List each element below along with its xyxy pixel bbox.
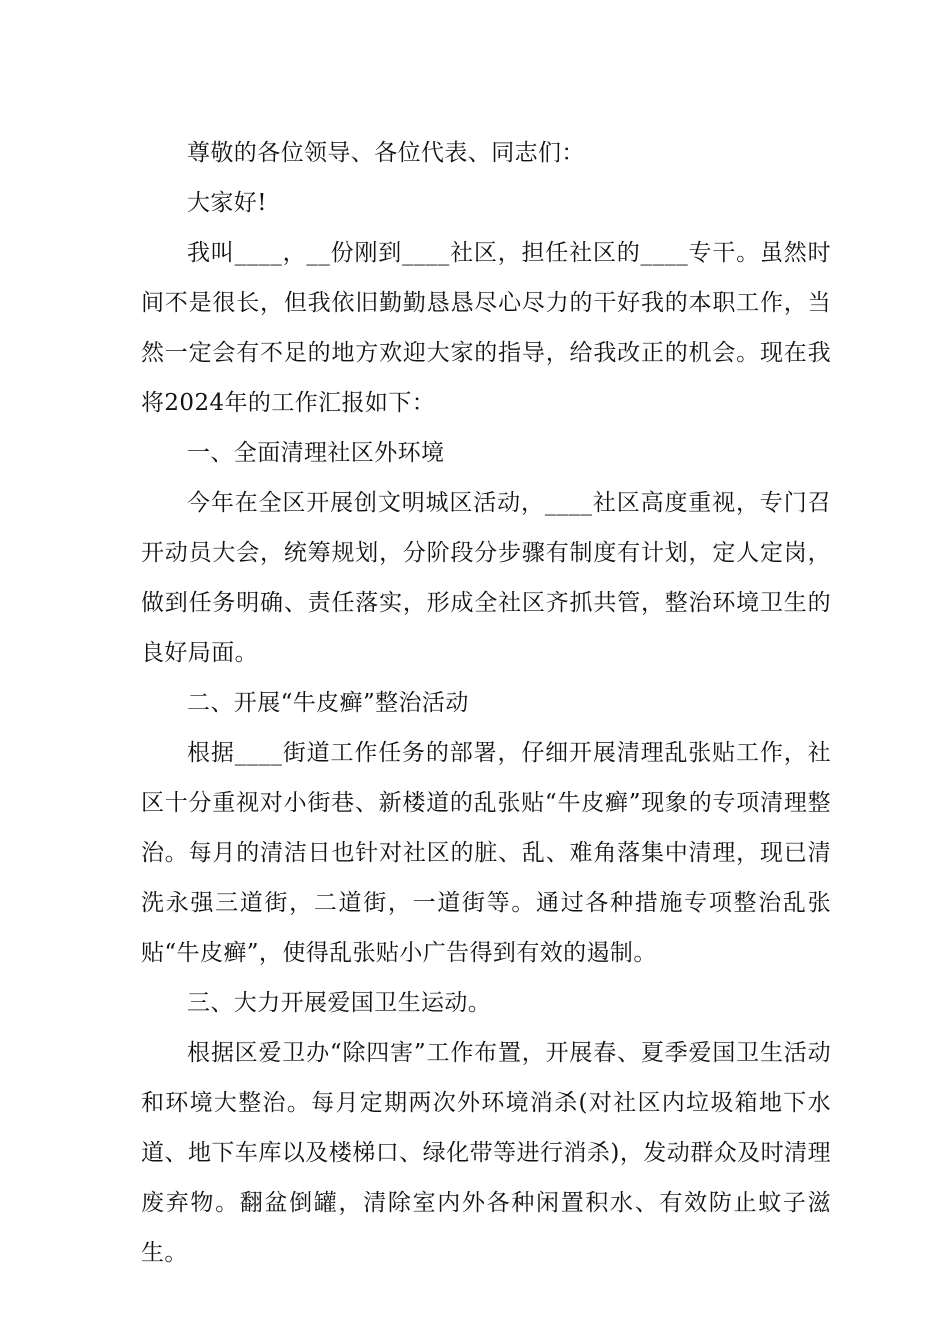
- intro-paragraph: 我叫____，__份刚到____社区，担任社区的____专干。虽然时间不是很长，但我依旧勤勤恳恳尽心尽力的干好我的本职工作，当然一定会有不足的地方欢迎大家的指导，给我改正的机会。现在我将2024年的工作汇报如下：: [141, 240, 831, 416]
- section-heading-2: 二、开展“牛皮癣”整治活动: [187, 690, 469, 716]
- salutation: 尊敬的各位领导、各位代表、同志们：: [187, 140, 585, 166]
- section-body-2: 根据____街道工作任务的部署，仔细开展清理乱张贴工作，社区十分重视对小街巷、新楼道的乱张贴“牛皮癣”现象的专项清理整治。每月的清洁日也针对社区的脏、乱、难角落集中清理，现已清洗永强三道街，二道街，一道街等。通过各种措施专项整治乱张贴“牛皮癣”，使得乱张贴小广告得到有效的遏制。: [141, 740, 831, 966]
- section-heading-1: 一、全面清理社区外环境: [187, 440, 445, 466]
- document-body: [141, 128, 831, 1278]
- greeting: 大家好!: [187, 190, 267, 216]
- section-heading-3: 三、大力开展爱国卫生运动。: [187, 990, 492, 1016]
- section-body-3: 根据区爱卫办“除四害”工作布置，开展春、夏季爱国卫生活动和环境大整治。每月定期两次外环境消杀(对社区内垃圾箱地下水道、地下车库以及楼梯口、绿化带等进行消杀)，发动群众及时清理废弃物。翻盆倒罐，清除室内外各种闲置积水、有效防止蚊子滋生。: [141, 1040, 831, 1266]
- section-body-1: 今年在全区开展创文明城区活动，____社区高度重视，专门召开动员大会，统筹规划，分阶段分步骤有制度有计划，定人定岗，做到任务明确、责任落实，形成全社区齐抓共管，整治环境卫生的良好局面。: [141, 490, 831, 666]
